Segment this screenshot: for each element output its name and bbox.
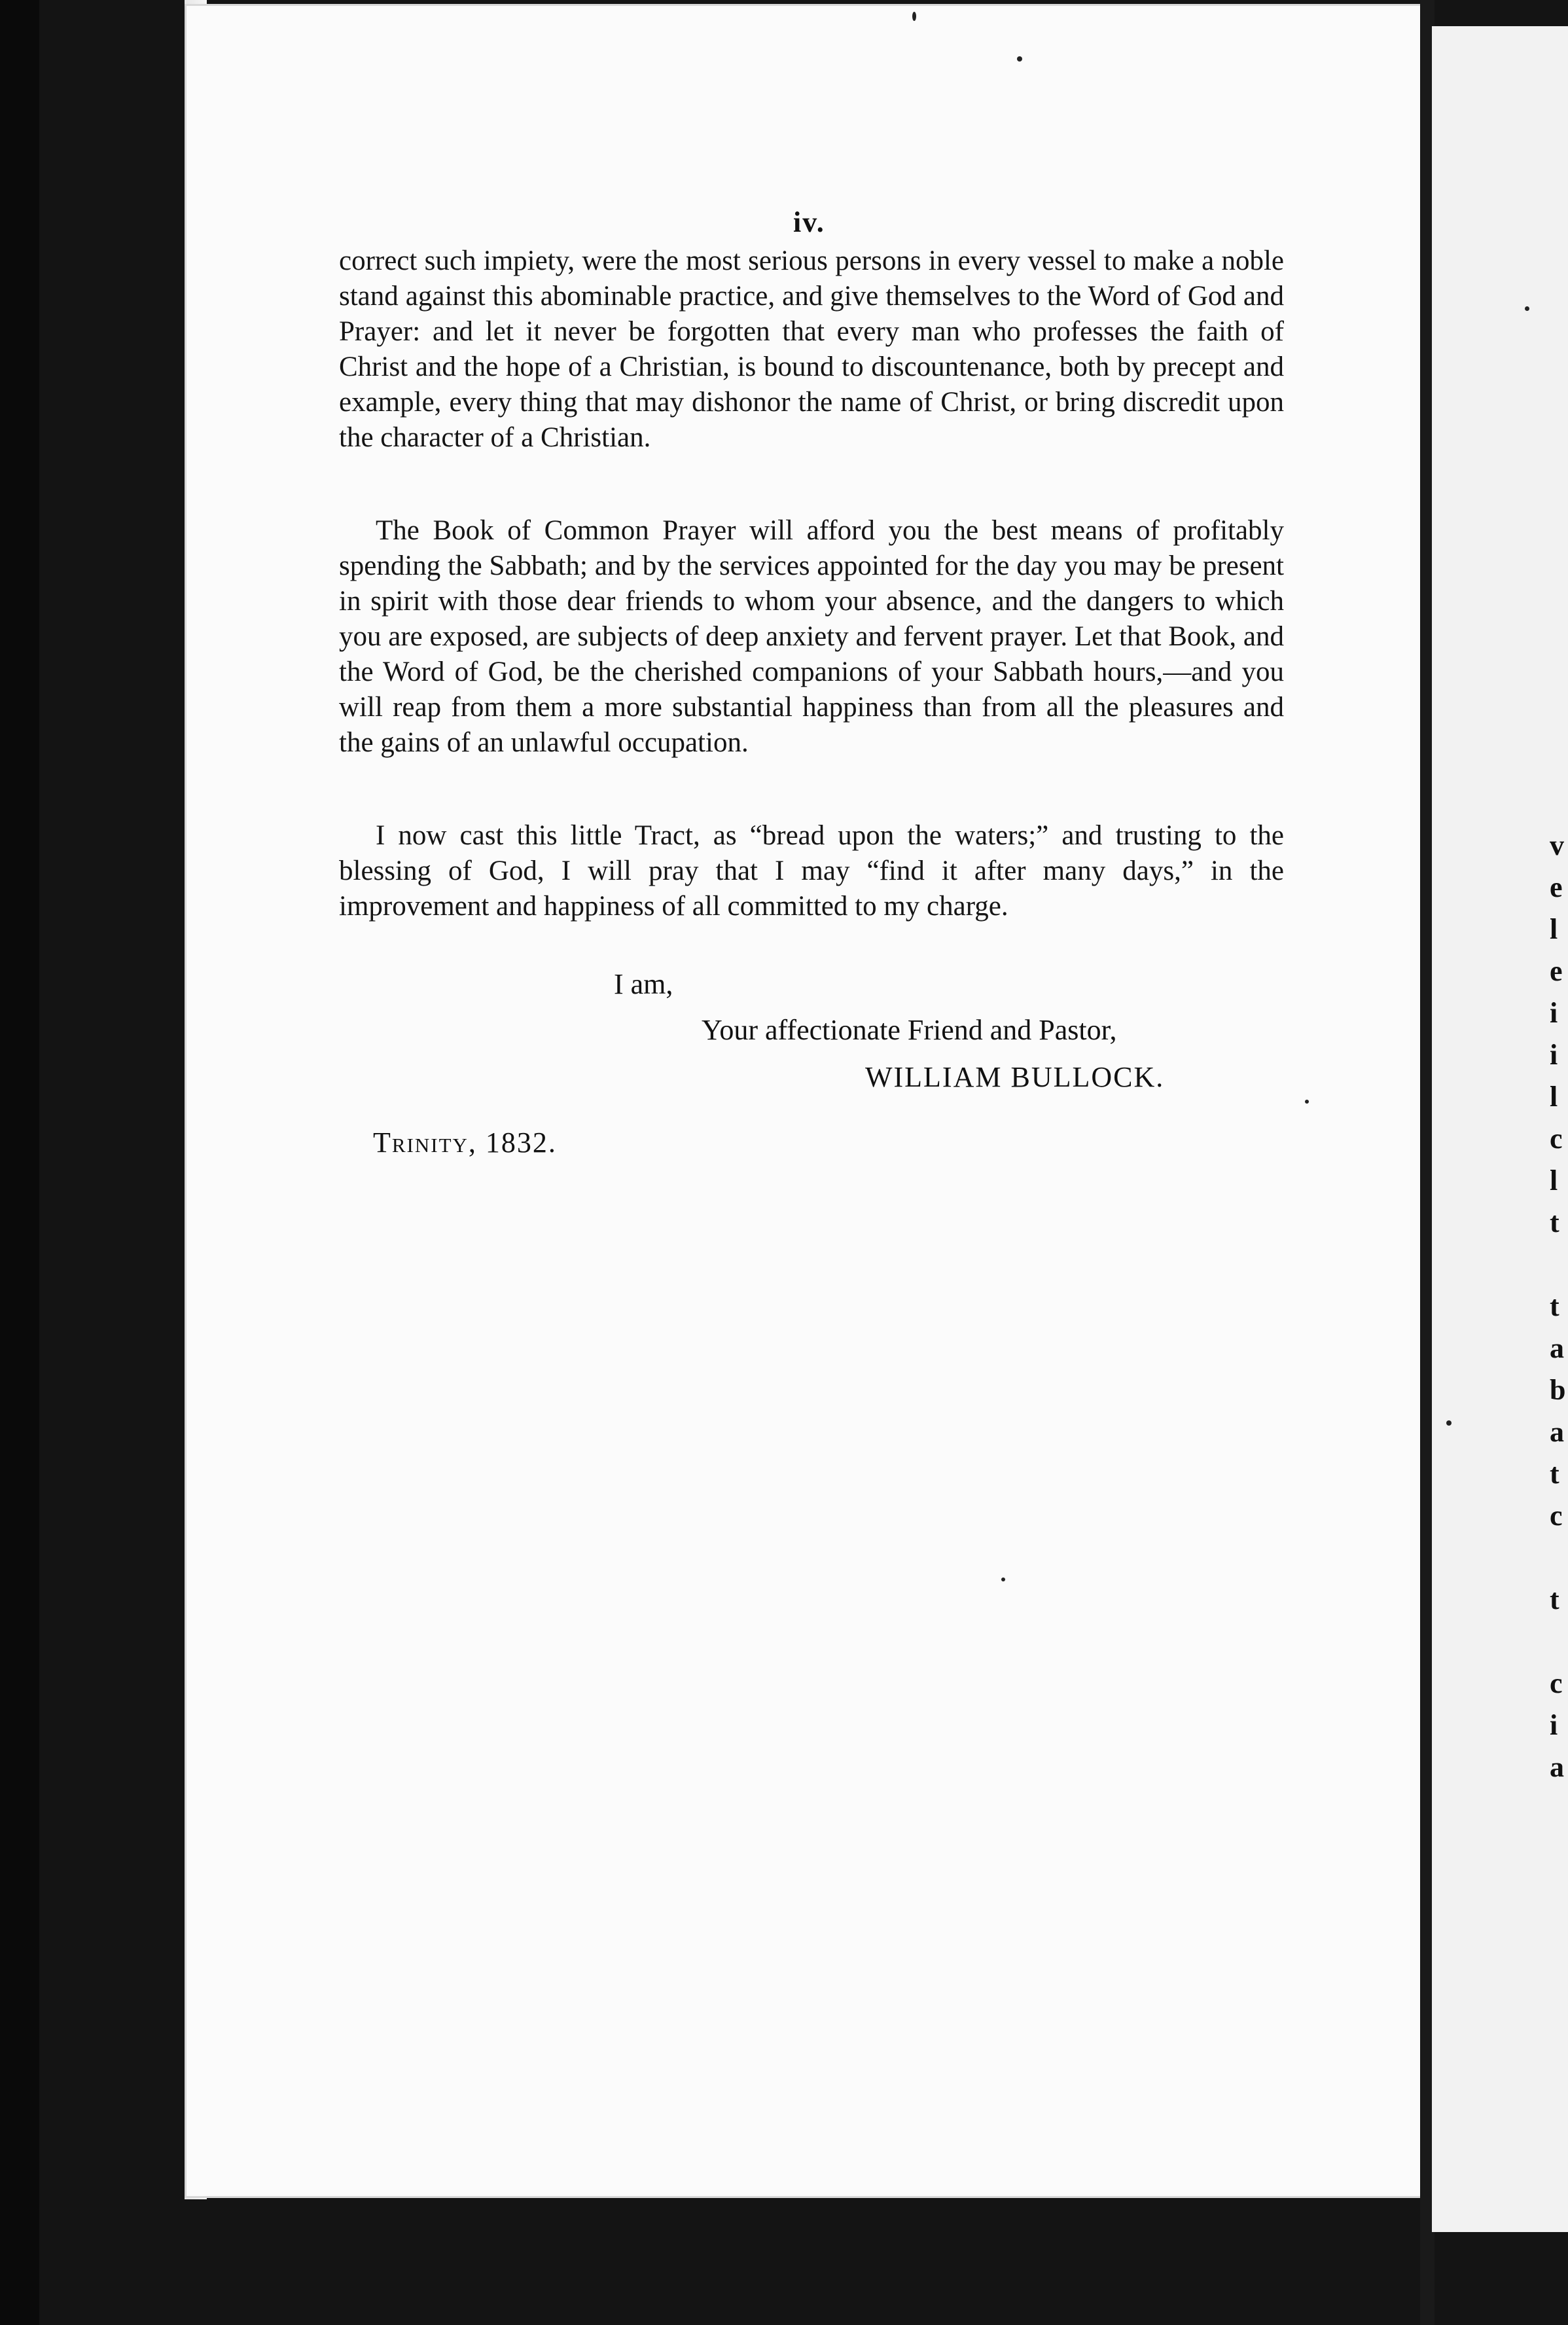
- facing-letter: [1550, 1537, 1568, 1579]
- facing-letter: a: [1550, 1751, 1564, 1783]
- facing-page-letters: [1550, 825, 1568, 1788]
- facing-letter: a: [1550, 1332, 1564, 1364]
- facing-letter: t: [1550, 1583, 1559, 1615]
- friend-line: Your affectionate Friend and Pastor,: [702, 1014, 1117, 1046]
- facing-letter: l: [1550, 1081, 1558, 1113]
- facing-letter: i: [1550, 1039, 1558, 1071]
- page-number: iv.: [793, 206, 825, 238]
- facing-letter: i: [1550, 997, 1558, 1029]
- facing-letter: l: [1550, 913, 1558, 945]
- paragraph-1-text: correct such impiety, were the most serious persons in every vessel to make a noble stand against this abominable practice, and give themselves to the Word of God and Prayer: and let it never be forgotten that every man who professes the faith of Christ and the hope of a Christian, is bound to discountenance, both by precept and example, every thing that may dishonor the name of Christ, or bring discredit upon the character of a Christian.: [339, 245, 1284, 453]
- facing-letter: l: [1550, 1164, 1558, 1197]
- facing-letter: t: [1550, 1290, 1559, 1322]
- facing-page: [1432, 26, 1568, 2232]
- facing-letter: e: [1550, 955, 1563, 987]
- facing-letter: [1550, 1621, 1568, 1663]
- salutation: I am,: [614, 968, 673, 1000]
- paragraph-3: [339, 818, 1284, 924]
- paragraph-1: [339, 243, 1284, 456]
- date-line: Trinity, 1832.: [373, 1126, 557, 1159]
- facing-letter: b: [1550, 1374, 1566, 1406]
- paragraph-2-text: The Book of Common Prayer will afford you the best means of profitably spending the Sabbath; and by the services appointed for the day you may be present in spirit with those dear friends to whom your absence, and the dangers to which you are exposed, are subjects of deep anxiety and fervent prayer. Let that Book, and the Word of God, be the cherished companions of your Sabbath hours,—and you will reap from them a more substantial happiness than from all the pleasures and the gains of an unlawful occupation.: [339, 515, 1284, 758]
- facing-letter: t: [1550, 1206, 1559, 1238]
- facing-letter: i: [1550, 1709, 1558, 1741]
- facing-letter: v: [1550, 829, 1564, 861]
- facing-letter: c: [1550, 1667, 1563, 1699]
- scan-border: [0, 0, 39, 2325]
- facing-letter: e: [1550, 871, 1563, 903]
- paragraph-3-text: I now cast this little Tract, as “bread upon the waters;” and trusting to the blessing of God, I will pray that I may “find it after many days,” in the improvement and happiness of all committed to my charge.: [339, 820, 1284, 922]
- facing-letter: a: [1550, 1416, 1564, 1448]
- facing-letter: [1550, 1244, 1568, 1286]
- facing-letter: c: [1550, 1500, 1563, 1532]
- paragraph-2: [339, 513, 1284, 761]
- signature: WILLIAM BULLOCK.: [865, 1061, 1165, 1093]
- facing-letter: c: [1550, 1123, 1563, 1155]
- facing-letter: t: [1550, 1458, 1559, 1490]
